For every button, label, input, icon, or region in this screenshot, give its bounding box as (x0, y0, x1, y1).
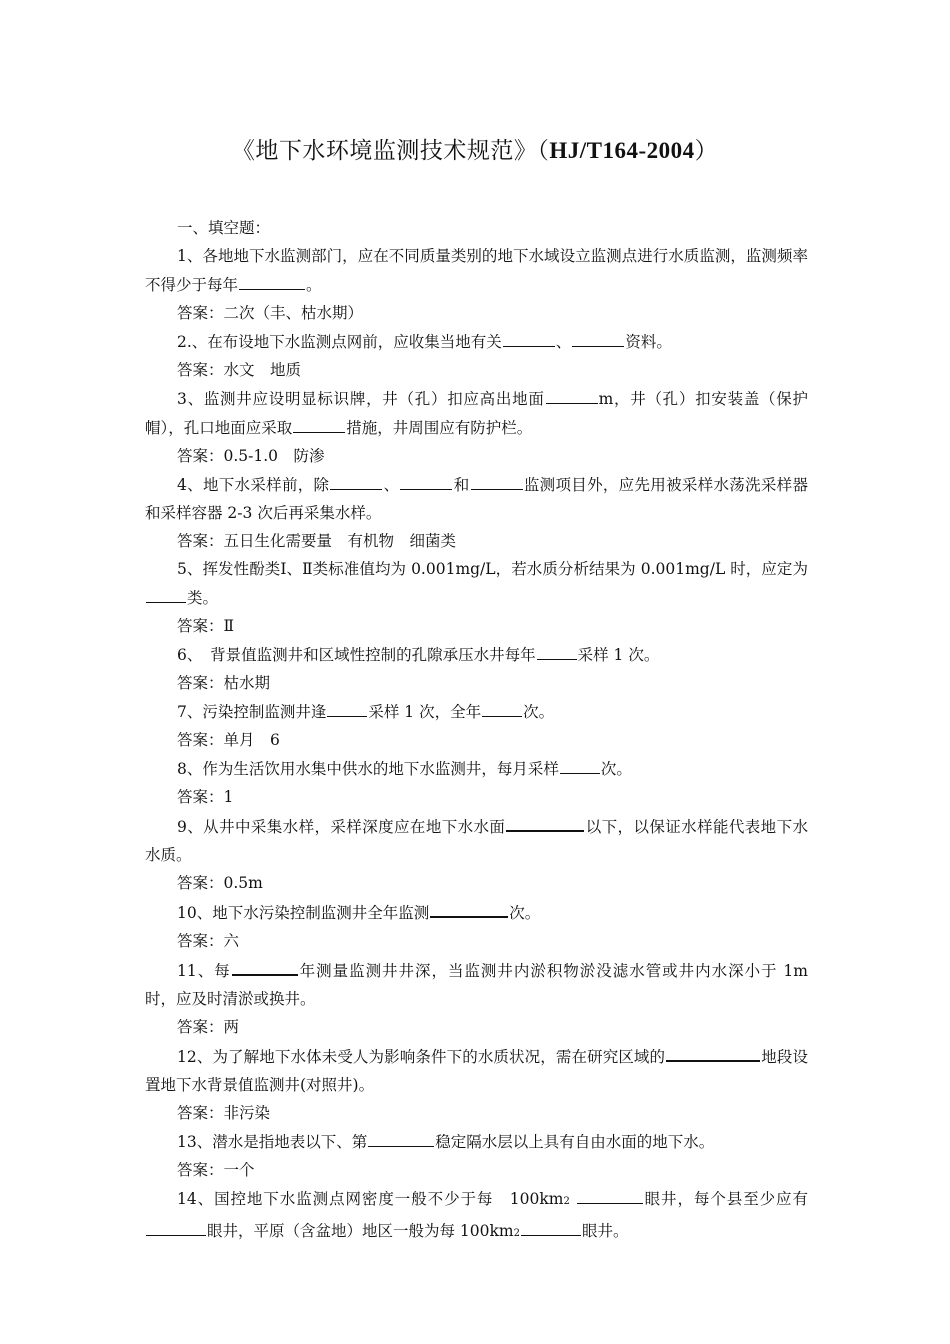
question-text: 12、为了解地下水体未受人为影响条件下的水质状况，需在研究区域的 (177, 1048, 666, 1066)
question-text: 14、国控地下水监测点网密度一般不少于每 100km (177, 1190, 564, 1208)
question-text: 8、作为生活饮用水集中供水的地下水监测井，每月采样 (177, 760, 559, 778)
question-text: 3、监测井应设明显标识牌，井（孔）扣应高出地面 (177, 390, 545, 408)
question-text: 和 (453, 476, 470, 494)
answer-blank (572, 327, 624, 347)
answer-blank (577, 1184, 643, 1204)
section-heading: 一、填空题： (177, 219, 271, 237)
question-text: 以下，以保证水样能代表地下水水质。 (145, 818, 808, 864)
title-standard-code: HJ/T164-2004 (549, 138, 695, 163)
question-text: 眼井，平原（含盆地）地区一般为每 100km (207, 1222, 514, 1240)
question-text: 地段设置地下水背景值监测井(对照井)。 (145, 1048, 808, 1094)
answer-blank (560, 754, 600, 774)
superscript: 2 (513, 1228, 520, 1239)
question-text: 采样 1 次。 (577, 646, 660, 664)
question-list (145, 214, 808, 1248)
answer-blank (239, 270, 305, 290)
question-text: 、 (555, 333, 572, 351)
answer-3: 答案：0.5-1.0 防渗 (177, 447, 325, 465)
question-text: 13、潜水是指地表以下、第 (177, 1133, 368, 1151)
title-main: 《地下水环境监测技术规范》（ (231, 138, 550, 164)
answer-blank (330, 470, 382, 490)
answer-blank (521, 1216, 581, 1236)
question-3 (145, 384, 808, 442)
question-text: 10、地下水污染控制监测井全年监测 (177, 904, 430, 922)
question-text: 稳定隔水层以上具有自由水面的地下水。 (435, 1133, 715, 1151)
question-12 (145, 1041, 808, 1099)
question-text: 6、 背景值监测井和区域性控制的孔隙承压水井每年 (177, 646, 536, 664)
question-5 (145, 555, 808, 612)
question-text: 。 (306, 276, 322, 294)
question-text: 9、从井中采集水样，采样深度应在地下水水面 (177, 818, 506, 836)
question-text: 1、各地地下水监测部门，应在不同质量类别的地下水域设立监测点进行水质监测，监测频率不得少于每年 (145, 247, 808, 294)
answer-13: 答案：一个 (177, 1161, 255, 1179)
answer-blank (430, 897, 508, 918)
question-text: 眼井。 (581, 1222, 629, 1240)
question-14 (145, 1184, 808, 1248)
answer-blank (232, 955, 298, 976)
answer-2: 答案：水文 地质 (177, 361, 302, 379)
question-11 (145, 955, 808, 1013)
answer-6: 答案：枯水期 (177, 674, 271, 692)
question-text: 5、挥发性酚类Ⅰ、Ⅱ类标准值均为 0.001mg/L，若水质分析结果为 0.001mg/L 时，应定为 (177, 560, 808, 578)
answer-blank (666, 1041, 760, 1062)
answer-blank (400, 470, 452, 490)
question-text: 次。 (509, 904, 541, 922)
question-text: m，井（孔）扣安装盖（保护帽），孔口地面应采取 (145, 390, 808, 437)
question-text: 7、污染控制监测井逢 (177, 703, 327, 721)
answer-blank (146, 583, 186, 603)
question-text: 类。 (187, 589, 219, 607)
answer-9: 答案：0.5m (177, 874, 263, 892)
question-text: 2.、在布设地下水监测点网前，应收集当地有关 (177, 333, 502, 351)
answer-blank (293, 413, 345, 433)
question-6 (145, 640, 808, 669)
answer-blank (482, 697, 522, 717)
answer-blank (368, 1127, 434, 1147)
answer-blank (546, 384, 598, 404)
answer-7: 答案：单月 6 (177, 731, 280, 749)
question-text: 年测量监测井井深，当监测井内淤积物淤没滤水管或井内水深小于 1m 时，应及时清淤或换井。 (145, 962, 808, 1008)
answer-12: 答案：非污染 (177, 1104, 271, 1122)
answer-5: 答案：Ⅱ (177, 617, 235, 635)
question-4 (145, 470, 808, 527)
answer-blank (503, 327, 555, 347)
answer-8: 答案：1 (177, 788, 234, 806)
question-1 (145, 242, 808, 299)
question-9 (145, 811, 808, 869)
answer-blank (146, 1216, 206, 1236)
title-close: ） (694, 138, 719, 164)
answer-1: 答案：二次（丰、枯水期） (177, 304, 364, 322)
question-text: 措施，井周围应有防护栏。 (346, 419, 533, 437)
answer-10: 答案：六 (177, 932, 240, 950)
document-title (0, 135, 950, 167)
question-10 (145, 897, 808, 927)
answer-blank (471, 470, 523, 490)
question-text: 资料。 (625, 333, 672, 351)
question-text: 眼井，每个县至少应有 (643, 1190, 808, 1208)
question-2 (145, 327, 808, 356)
question-text: 4、地下水采样前，除 (177, 476, 330, 494)
question-8 (145, 754, 808, 783)
answer-blank (537, 640, 577, 660)
question-text: 监测项目外，应先用被采样水荡洗采样器和采样容器 2-3 次后再采集水样。 (145, 476, 808, 522)
question-text: 次。 (600, 760, 632, 778)
superscript: 2 (563, 1196, 570, 1207)
answer-4: 答案：五日生化需要量 有机物 细菌类 (177, 532, 457, 550)
question-text: 、 (383, 476, 400, 494)
answer-11: 答案：两 (177, 1018, 240, 1036)
question-text: 11、每 (177, 962, 231, 980)
question-text: 采样 1 次，全年 (368, 703, 482, 721)
question-text: 次。 (523, 703, 555, 721)
answer-blank (506, 811, 584, 832)
question-13 (145, 1127, 808, 1156)
answer-blank (327, 697, 367, 717)
question-7 (145, 697, 808, 726)
